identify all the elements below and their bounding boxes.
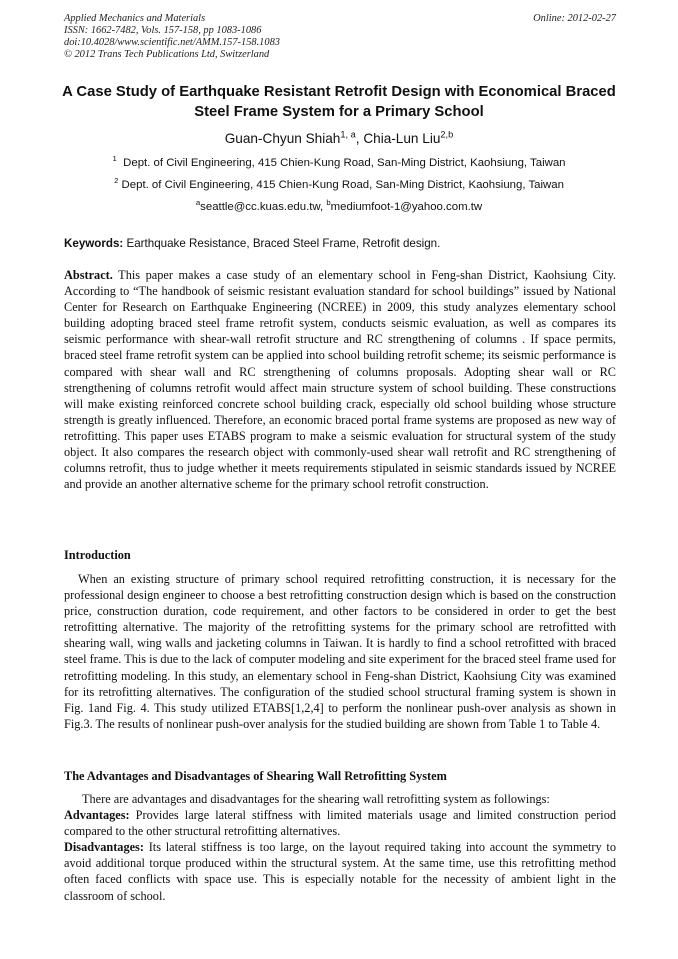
journal-issn: ISSN: 1662-7482, Vols. 157-158, pp 1083-1086	[64, 25, 262, 36]
introduction-heading: Introduction	[64, 548, 131, 562]
abstract-text: This paper makes a case study of an elementary school in Feng-shan District, Kaohsiung City. According to “The handbook of seismic resistant evaluation standard for school buildings” issued by National Center for Research on Earthquake Engineering (NCREE) in 2009, this study analyzes elementary school building adopting braced steel frame retrofit system, conducts seismic evaluation, as well as compares its seismic performance with shear-wall retrofit structure and RC strengthening of columns . If space permits, braced steel frame retrofit system can be applied into school building retrofit scheme; its seismic performance is compared with shear wall and RC strengthening of columns proposals. Adopting shear wall or RC strengthening of columns retrofit would affect main structure system of school building. These constructions will make existing reinforced concrete school building crack, especially old school building whose structure strength is greatly influenced. Therefore, an economic braced portal frame systems are proposed as new way of retrofitting. This paper uses ETABS program to make a seismic evaluation for structural system of the study object. It also compares the research object with commonly-used shear wall retrofit and RC strengthening of columns retrofit, thus to judge whether it meets requirements stipulated in seismic standards issued by NCREE and provide an another alternative scheme for the primary school retrofit construction.	[64, 268, 616, 492]
advantages-section	[64, 791, 616, 904]
affiliation-1-num: 1	[112, 154, 117, 164]
keywords-text: Earthquake Resistance, Braced Steel Frame, Retrofit design.	[123, 237, 441, 250]
disadvantages-paragraph	[64, 839, 616, 903]
journal-copyright: © 2012 Trans Tech Publications Ltd, Switzerland	[64, 49, 270, 60]
affiliation-1	[40, 156, 638, 171]
author-1: Guan-Chyun Shiah	[224, 131, 341, 146]
email-a: seattle@cc.kuas.edu.tw,	[200, 201, 327, 213]
introduction-paragraph: When an existing structure of primary school required retrofitting construction, it is necessary for the professional design engineer to choose a best retrofitting construction design which is based on the construction price, construction duration, code requirement, and other factors to be considered in order to get the best retrofitting alternative. The majority of the retrofitting systems for the primary school are retrofitted with shearing wall, wing walls and jacketing columns in Taiwan. It is hardly to find a school retrofitted with braced steel frame. This is due to the lack of computer modeling and site experiment for the braced steel frame used for retrofitting modeling. In this study, an elementary school in Feng-shan District, Kaohsiung City was examined for its retrofitting alternatives. The configuration of the studied school structural framing system is shown in Fig. 1and Fig. 4. This study utilized ETABS[1,2,4] to perform the nonlinear push-over analysis as shown in Fig.3. The results of nonlinear push-over analysis for the studied building are shown from Table 1 to Table 4.	[64, 572, 616, 731]
disadvantages-label: Disadvantages:	[64, 840, 144, 855]
affiliation-2-text: Dept. of Civil Engineering, 415 Chien-Kung Road, San-Ming District, Kaohsiung, Taiwan	[121, 179, 564, 191]
email-b: mediumfoot-1@yahoo.com.tw	[330, 201, 483, 213]
advantages-lead: There are advantages and disadvantages for the shearing wall retrofitting system as followings:	[82, 792, 550, 806]
author-2: Chia-Lun Liu	[363, 131, 441, 146]
author-line	[40, 130, 638, 148]
advantages-text: Provides large lateral stiffness with limited materials usage and limited construction period compared to the other structural retrofitting alternatives.	[64, 808, 616, 839]
journal-name: Applied Mechanics and Materials	[64, 13, 206, 24]
author-emails	[40, 200, 638, 215]
advantages-label: Advantages:	[64, 808, 130, 823]
journal-header	[64, 13, 616, 61]
author-separator: ,	[355, 131, 364, 146]
affiliation-1-text: Dept. of Civil Engineering, 415 Chien-Kung Road, San-Ming District, Kaohsiung, Taiwan	[123, 157, 566, 169]
keywords	[64, 236, 616, 251]
disadvantages-text: Its lateral stiffness is too large, on the layout required taking into account the symmetry to avoid additional torque produced within the structural system. At the same time, use this retrofitting method often faced conflicts with space use. This is especially notable for the necessity of ambient light in the classroom of school.	[64, 840, 616, 903]
affiliation-2-num: 2	[114, 176, 119, 186]
paper-title: A Case Study of Earthquake Resistant Retrofit Design with Economical Braced Steel Frame System for a Primary School	[62, 84, 616, 120]
email-b-sup: b	[326, 198, 331, 208]
online-date: Online: 2012-02-27	[533, 13, 616, 24]
author-2-affil: 2,b	[440, 129, 454, 140]
abstract	[64, 267, 616, 492]
keywords-label: Keywords:	[64, 237, 124, 250]
section-heading-advantages: The Advantages and Disadvantages of Shearing Wall Retrofitting System	[64, 769, 447, 783]
affiliation-2	[40, 178, 638, 193]
advantages-paragraph	[64, 807, 616, 839]
author-1-affil: 1, a	[340, 129, 356, 140]
abstract-label: Abstract.	[64, 268, 113, 282]
email-a-sup: a	[195, 198, 201, 208]
journal-doi: doi:10.4028/www.scientific.net/AMM.157-158.1083	[64, 37, 280, 48]
